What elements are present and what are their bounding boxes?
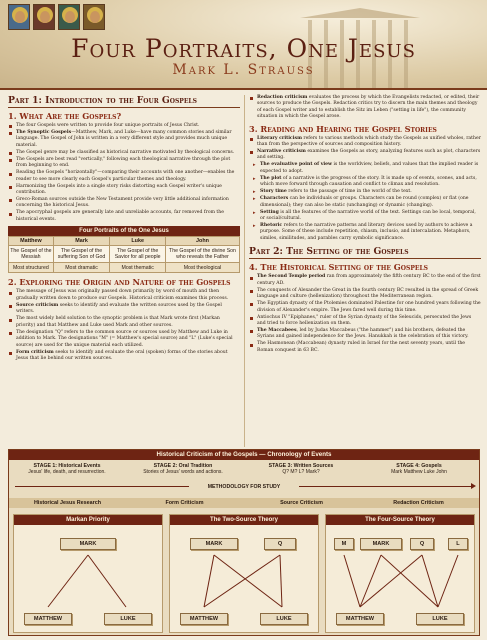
bullet-item [8,130,240,149]
left-column [8,95,240,363]
bullet-item [8,197,240,210]
markan-luke-box: LUKE [104,613,152,625]
sub-bullet-item [253,189,481,195]
historical-criticism-panel [8,449,480,636]
two-source-title: The Two-Source Theory [170,515,318,525]
four-source-matthew-box: MATTHEW [336,613,384,625]
table-header-cell: John [165,237,239,246]
bullet-item [249,341,481,354]
stage-3 [245,463,357,475]
table-cell: Most theological [165,263,239,273]
sub-bullet-item-text: is the worldview, beliefs, and values that the implied reader is expected to adopt. [260,162,479,174]
bullet-item-term: Redaction criticism [257,95,308,100]
methodology-label: METHODOLOGY FOR STUDY [189,484,299,490]
evangelist-portrait-3 [58,4,80,30]
part-2-heading: Part 2: The Setting of the Gospels [249,246,481,259]
section-2-heading: 2. Exploring the Origin and Nature of the Gospels [8,277,231,288]
bullet-item [8,316,240,329]
table-cell: The Gospel of the divine Son who reveals the Father [165,246,239,263]
bullet-item [8,210,240,223]
four-source-m-box: M [334,538,354,550]
table-header-cell: Mark [53,237,110,246]
bullet-item-text: —Matthew, Mark, and Luke—have many common stories and similar language. The Gospel of John is written in a very different style and provides much unique material. [16,130,232,148]
sub-bullet-item-text: refers to the narrative patterns and literary devices used by authors to achieve a purpose. Some of these include repetition, chiasm, inclusio, and intercalation. Metaphors, similes, similitudes, and parables carry symbolic significance. [260,223,473,241]
four-source-luke-box: LUKE [416,613,464,625]
bullet-item-term: The Maccabees [257,327,297,333]
bullet-item-text: The apocryphal gospels are generally late and unreliable accounts, far removed from the historical events. [16,210,224,222]
bullet-item [8,330,240,349]
table-cell: The Gospel of the Savior for all people [110,246,166,263]
page-title: Four Portraits, One Jesus [71,34,416,63]
bullet-item-text: evaluates the process by which the Evangelists redacted, or edited, their sources to produce the Gospels. Redaction critics try to discern the main themes and theology of each Gospel writer and to establish the Sitz im Leben ("setting in life"), the community situation in which the Gospel arose. [257,95,480,120]
markan-matthew-box: MATTHEW [24,613,72,625]
section-4-heading: 4. The Historical Setting of the Gospels [249,262,428,273]
stage-1-heading: STAGE 1: Historical Events [33,463,101,469]
bullet-item [8,123,240,129]
bullet-item-text: The Gospel genre may be classified as historical narrative motivated by theological concerns. [16,149,235,155]
stage-2-heading: STAGE 2: Oral Tradition [153,463,213,469]
bullet-item [8,157,240,170]
bullet-item-term: Source criticism [16,302,59,308]
section-1-list [8,123,240,223]
criticism-redaction: Redaction Criticism [393,500,444,506]
bullet-item-text: refers to various methods which study the Gospels as unified wholes, rather than from the perspective of sources and composition history. [257,135,481,148]
bullet-item [8,289,240,302]
bullet-item [249,274,481,287]
column-divider [244,95,245,447]
bullet-item-text: Greco-Roman sources outside the New Testament provide very little additional information concerning the historical Jesus. [16,197,229,209]
bullet-item [8,350,240,363]
sub-bullet-item [253,162,481,175]
bullet-item [249,315,481,328]
narrative-criticism-sublist [253,162,481,242]
sub-bullet-item-text: can be individuals or groups. Characters can be round (complex) or flat (one dimensional); they can also be static (unchanging) or dynamic (changing). [260,196,469,208]
bullet-item-text: The most widely held solution to the synoptic problem is that Mark wrote first (Markan priority) and that Matthew and Luke used Mark and other sources. [16,316,220,328]
portraits-table [8,236,240,273]
redaction-criticism-list [249,95,481,121]
sub-bullet-item [253,196,481,209]
bullet-item-term: Narrative criticism [257,149,306,155]
bullet-item [8,170,240,183]
section-3-heading: 3. Reading and Hearing the Gospel Stories [249,123,437,134]
bullet-item [249,95,481,121]
bullet-item-text: The designation "Q" refers to the common source or sources used by Matthew and Luke in addition to Mark. The designations "M" (= Matthew's special source) and "L" (Luke's special source) are used for the unique material each utilized. [16,329,233,348]
bullet-item [249,328,481,341]
sub-bullet-item [253,210,481,223]
stage-4-detail: Mark Matthew Luke John [391,469,447,475]
sub-bullet-item [253,176,481,189]
markan-priority-title: Markan Priority [14,515,162,525]
markan-mark-box: MARK [60,538,116,550]
sub-bullet-item-term: Setting [260,209,279,215]
sub-bullet-item-term: Rhetoric [260,223,283,229]
sub-bullet-item-text: refers to the passage of time in the world of the text. [286,189,412,195]
stage-4 [363,463,475,475]
sub-bullet-item-term: Story time [260,189,287,195]
bullet-item [249,288,481,301]
two-source-mark-box: MARK [190,538,238,550]
bullet-item-text: The Gospels are best read "vertically," following each theological narrative through the plot from beginning to end. [16,156,231,169]
bullet-item-text: The four Gospels were written to provide four unique portraits of Jesus Christ. [16,123,200,128]
bullet-item [249,136,481,149]
four-source-l-box: L [448,538,468,550]
stage-2 [127,463,239,475]
bullet-item-text: seeks to identify and evaluate the oral (spoken) forms of the stories about Jesus that lie behind our written sources. [16,349,228,361]
bullet-item [8,150,240,156]
bullet-item-text: examines the Gospels as story, analyzing features such as plot, characters and setting. [257,149,481,161]
chronology-title: Historical Criticism of the Gospels — Chronology of Events [9,450,479,460]
part-1-heading: Part 1: Introduction to the Four Gospels [8,95,240,108]
evangelist-portrait-2 [33,4,55,30]
criticism-form: Form Criticism [165,500,204,506]
bullet-item-term: The Synoptic Gospels [16,130,72,135]
bullet-item-text: ran from approximately the fifth century BC to the end of the first century AD. [257,274,481,286]
bullet-item-text: The message of Jesus was originally passed down primarily by word of mouth and then gradually written down to produce our Gospels. Historical criticism examines this process. [16,289,229,301]
header-banner [0,0,487,90]
right-column [249,95,481,355]
table-cell: The Gospel of the Messiah [9,246,54,263]
table-cell: Most structured [9,263,54,273]
bullet-item-text: Reading the Gospels "horizontally"—comparing their accounts with one another—enables the reader to see more clearly each Gospel's particular themes and theology. [16,170,235,182]
author-name: Mark L. Strauss [172,62,315,78]
bullet-item-text: Antiochus IV "Epiphanes," ruler of the Syrian dynasty of the Seleucids, persecuted the Jews and tried to force hellenization on them. [257,314,472,326]
bullet-item-text: , led by Judas Maccabeus ("the hammer") and his brothers, defeated the Syrians and gained independence for the Jews. Hanukkah is the celebration of this victory. [257,327,469,340]
two-source-luke-box: LUKE [260,613,308,625]
bullet-item-text: seeks to identify and evaluate the written sources used by the Gospel writers. [16,302,222,315]
sub-bullet-item [253,223,481,242]
section-4-list [249,274,481,354]
stage-4-heading: STAGE 4: Gospels [396,463,442,469]
evangelist-portrait-1 [8,4,30,30]
stage-2-detail: Stories of Jesus' words and actions. [143,469,223,475]
bullet-item [8,303,240,316]
stage-1 [11,463,123,475]
two-source-diagram [169,514,319,633]
stage-3-heading: STAGE 3: Written Sources [268,463,334,469]
sub-bullet-item-term: The plot [260,175,282,181]
criticism-historical-jesus: Historical Jesus Research [33,500,102,506]
table-header-cell: Matthew [9,237,54,246]
markan-priority-diagram [13,514,163,633]
four-source-mark-box: MARK [360,538,402,550]
sub-bullet-item-text: is all the features of the narrative world of the text. Settings can be local, temporal, or social/cultural. [260,209,476,222]
bullet-item-text: The conquests of Alexander the Great in the fourth century BC resulted in the spread of Greek language and culture (hellenization) throughout the Mediterranean region. [257,287,479,300]
two-source-q-box: Q [264,538,296,550]
bullet-item-term: Form criticism [16,349,54,355]
sub-bullet-item-term: Characters [260,196,289,202]
bullet-item-text: The Egyptian dynasty of the Ptolemies dominated Palestine for one hundred years following the division of Alexander's empire. The Jews fared well during this time. [257,301,481,313]
four-source-q-box: Q [410,538,434,550]
bullet-item-text: Harmonizing the Gospels into a single story risks distorting each Gospel writer's unique contribution. [16,183,222,196]
bullet-item [8,184,240,197]
portraits-table-title: Four Portraits of the One Jesus [8,226,240,236]
stage-1-detail: Jesus' life, death, and resurrection. [28,469,106,475]
bullet-item-text: The Hasmonean (Maccabean) dynasty ruled in Israel for the next seventy years, until the Roman conquest in 63 BC. [257,341,466,353]
stage-3-detail: Q? M? L? Mark? [282,469,320,475]
bullet-item-term: Literary criticism [257,135,302,141]
section-1-heading: 1. What Are the Gospels? [8,111,122,121]
four-source-diagram [325,514,475,633]
bullet-item [249,301,481,314]
evangelist-portrait-4 [83,4,105,30]
criticism-source: Source Criticism [280,500,323,506]
table-cell: Most dramatic [53,263,110,273]
section-3-list [249,136,481,162]
bullet-item [249,149,481,162]
bullet-item-term: The Second Temple period [257,274,326,280]
sub-bullet-item-term: The evaluative point of view [260,162,332,168]
section-2-list [8,289,240,362]
two-source-matthew-box: MATTHEW [180,613,228,625]
table-header-cell: Luke [110,237,166,246]
four-source-title: The Four-Source Theory [326,515,474,525]
sub-bullet-item-text: of a narrative is the progress of the story. It is made up of events, scenes, and acts, which move forward through causation and conflict to climax and resolution. [260,175,477,188]
table-cell: Most thematic [110,263,166,273]
table-cell: The Gospel of the suffering Son of God [53,246,110,263]
